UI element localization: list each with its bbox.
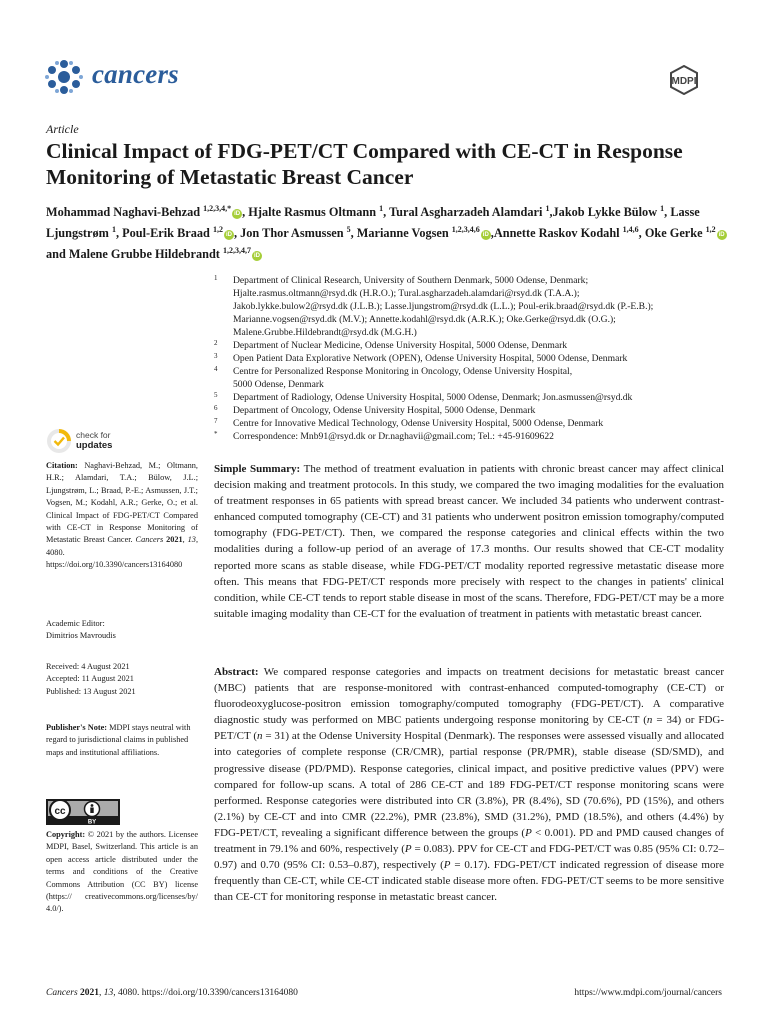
affiliation-item	[214, 274, 724, 339]
orcid-icon[interactable]: iD	[234, 211, 241, 218]
published-date: Published: 13 August 2021	[46, 686, 136, 696]
author-name: Jakob Lykke Bülow	[552, 205, 658, 220]
simple-summary	[214, 461, 724, 622]
affiliation-line: Department of Radiology, Odense University Hospital, 5000 Odense, Denmark; Jon.asmussen@rsyd.dk	[233, 392, 633, 403]
author-name: Tural Asgharzadeh Alamdari	[389, 205, 543, 220]
journal-name: cancers	[92, 59, 179, 89]
article-type: Article	[46, 122, 79, 136]
citation-label: Citation:	[46, 461, 78, 470]
affiliation-line: Hjalte.rasmus.oltmann@rsyd.dk (H.R.O.); Tural.asgharzadeh.alamdari@rsyd.dk (T.A.A.);	[233, 288, 580, 299]
author-name: Mohammad Naghavi-Behzad	[46, 205, 201, 220]
author-affiliation-sup: 1,2	[212, 225, 223, 235]
orcid-icon[interactable]: iD	[253, 253, 260, 260]
affiliation-line: Department of Oncology, Odense University Hospital, 5000 Odense, Denmark	[233, 405, 536, 416]
affiliation-number: 7	[214, 417, 218, 425]
abstract-text-2: = 34) or FDG-PET/CT (	[214, 714, 724, 743]
author-name: Lasse Ljungstrøm	[46, 205, 700, 241]
citation-doi[interactable]: , 4080. https://doi.org/10.3390/cancers13164080	[46, 535, 199, 570]
mdpi-logo-icon	[670, 65, 724, 95]
svg-text:BY: BY	[87, 819, 97, 825]
affiliation-item	[214, 417, 724, 430]
author-affiliation-sup: 1	[660, 204, 665, 213]
author-affiliation-sup: 5	[346, 225, 351, 235]
author-list	[46, 200, 736, 263]
author-name: Hjalte Rasmus Oltmann	[248, 205, 377, 220]
abstract-n-1: n	[646, 714, 653, 727]
affiliation-item	[214, 404, 724, 417]
abstract-text-6: = 0.17). FDG-PET/CT indicated regression of disease more frequently than CE-CT, while CE-CT indicated stable disease more often. FDG-PET/CT seems to be more sensitive than CE-CT for monitoring response in metastatic breast cancer.	[214, 859, 724, 904]
abstract-text-4: < 0.001). PD and PMD caused changes of treatment in 79.1% and 60%, respectively (	[214, 826, 725, 856]
affiliation-number: 3	[214, 352, 218, 360]
received-date: Received: 4 August 2021	[46, 662, 130, 671]
citation-block: Citation: Naghavi-Behzad, M.; Oltmann, H.R.; Alamdari, T.A.; Bülow, J.L.; Ljungstrøm, L.; Braad, P.-E.; Asmussen, J.T.; Vogsen, M.; Kodahl, A.R.; Gerke, O.; et al. Clinical Impact of FDG-PET/CT Compared with CE-CT in Response Monitoring of Metastatic Breast Cancer. Cancers 2021, 13, 4080. https://doi.org/10.3390/cancers13164080	[46, 461, 199, 570]
author-separator: ,	[383, 205, 390, 220]
article-dates	[46, 661, 198, 698]
check-updates-line1: check for	[76, 430, 111, 440]
affiliation-line: Centre for Innovative Medical Technology, Odense University Hospital, 5000 Odense, Denmark	[233, 418, 604, 429]
abstract-p-2: P	[404, 843, 412, 856]
affiliations	[214, 274, 724, 443]
author-affiliation-sup: 1,2,3,4,6	[451, 225, 480, 235]
affiliation-item	[214, 391, 724, 404]
check-for-updates-badge[interactable]	[46, 428, 156, 458]
publisher-name: MDPI	[671, 76, 697, 87]
affiliation-number: 6	[214, 404, 218, 412]
editor-label: Academic Editor:	[46, 619, 105, 628]
author-affiliation-sup: 1,2,3,4,*	[203, 204, 232, 213]
affiliation-number: *	[214, 430, 218, 438]
accepted-date: Accepted: 11 August 2021	[46, 674, 134, 684]
author-affiliation-sup: 1	[111, 225, 116, 235]
footer-volume: 13	[103, 988, 114, 998]
affiliation-item	[214, 352, 724, 365]
publishers-note	[46, 722, 198, 759]
note-label: Publisher's Note:	[46, 723, 108, 732]
author-affiliation-sup: 1,2,3,4,7	[222, 246, 251, 256]
abstract	[214, 664, 724, 905]
academic-editor	[46, 618, 198, 643]
editor-name: Dimitrios Mavroudis	[46, 631, 116, 641]
author-name: Annette Raskov Kodahl	[493, 226, 620, 241]
simple-summary-text: The method of treatment evaluation in patients with chronic breast cancer may affect clinical decision making and treatment protocols. In this study, we compared the two imaging modalities for the evaluation of treatment responses in 65 patients with spread breast cancer. We included 34 patients who underwent contrast-enhanced computed tomography (CE-CT) and 31 patients who underwent positron emission tomography/computed tomography (FDG-PET/CT). Then, we compared the response categories and clinical effects within the two modalities during a follow-up period of an average of 17.3 months. Our results showed that CE-CT modality reported more scans as stable disease, while FDG-PET/CT modality reported regressive metastatic disease more often. This means that FDG-PET/CT responds more precisely with respect to the changes in patients' clinical condition, while CE-CT tends to report stable disease in most of the scans. Therefore, FDG-PET/CT may be a more suitable imaging modality than CE-CT for the evaluation of treatment in patients with metastatic breast cancer.	[214, 463, 724, 620]
affiliation-item	[214, 430, 724, 443]
affiliation-line: Malene.Grubbe.Hildebrandt@rsyd.dk (M.G.H.)	[233, 327, 417, 338]
orcid-icon[interactable]: iD	[482, 232, 489, 239]
author-separator: ,	[115, 226, 123, 241]
affiliation-number: 1	[214, 274, 218, 282]
author-separator: ,	[490, 226, 494, 241]
footer-doi-link[interactable]: , 4080. https://doi.org/10.3390/cancers13164080	[113, 988, 298, 998]
author-separator: ,	[350, 226, 357, 241]
note-text: MDPI stays neutral with regard to jurisdictional claims in published maps and institutional affiliations.	[46, 723, 191, 757]
check-updates-icon	[46, 428, 72, 454]
affiliation-item	[214, 365, 724, 391]
copyright-block	[46, 829, 198, 916]
affiliation-number: 5	[214, 391, 218, 399]
abstract-text-3: = 31) at the Odense University Hospital (Denmark). The responses were assessed visually and allocated into categories of complete response (CR/CMR), partial response (PR/PMR), stable disease (SD/SMD), and progressive disease (PD/PMD). Response categories, clinical impact, and positive predictive values (PPV) were compared for follow-up scans. A total of 286 CE-CT and 189 FDG-PET/CT response monitoring scans were performed. Response categories were distributed into CR (3.8%), PR (8.4%), SD (70.6%), PD (15%), and others (2.1%) by CE-CT and into CMR (22.2%), PMR (23.8%), SMD (31.2%), PMD (18.5%), and others (4.4%) by FDG-PET/CT, revealing a significant difference between the groups (	[214, 730, 724, 839]
citation-year: 2021	[166, 535, 183, 545]
footer-journal-url[interactable]: https://www.mdpi.com/journal/cancers	[574, 988, 722, 998]
copyright-label: Copyright:	[46, 830, 86, 839]
citation-volume: 13	[187, 535, 196, 545]
journal-logo-icon	[44, 58, 84, 96]
cc-by-license-icon[interactable]	[46, 799, 120, 825]
author-name: Poul-Erik Braad	[122, 226, 210, 241]
check-updates-line2: updates	[76, 440, 113, 451]
orcid-icon[interactable]: iD	[718, 232, 725, 239]
author-affiliation-sup: 1,4,6	[622, 225, 639, 235]
orcid-icon[interactable]: iD	[225, 232, 232, 239]
author-affiliation-sup: 1,2	[705, 225, 716, 235]
affiliation-line: Correspondence: Mnb91@rsyd.dk or Dr.naghavii@gmail.com; Tel.: +45-91609622	[233, 431, 554, 442]
svg-text:cc: cc	[54, 806, 66, 817]
affiliation-line: Department of Nuclear Medicine, Odense University Hospital, 5000 Odense, Denmark	[233, 340, 568, 351]
author-separator: ,	[242, 205, 249, 220]
author-name: Marianne Vogsen	[356, 226, 449, 241]
affiliation-line: Jakob.lykke.bulow2@rsyd.dk (J.L.B.); Lasse.ljungstrom@rsyd.dk (L.L.); Poul-erik.braad@rsyd.dk (P.-E.B.);	[233, 301, 654, 312]
author-separator: ,	[233, 226, 241, 241]
affiliation-line: Open Patient Data Explorative Network (OPEN), Odense University Hospital, 5000 Odense, Denmark	[233, 353, 628, 364]
affiliation-line: Department of Clinical Research, University of Southern Denmark, 5000 Odense, Denmark;	[233, 275, 589, 286]
footer-journal: Cancers	[46, 988, 78, 998]
author-affiliation-sup: 1	[545, 204, 550, 213]
citation-journal: Cancers	[135, 535, 164, 545]
author-affiliation-sup: 1	[379, 204, 384, 213]
simple-summary-label: Simple Summary:	[214, 463, 301, 475]
author-separator: ,	[638, 226, 645, 241]
affiliation-line: Marianne.vogsen@rsyd.dk (M.V.); Annette.kodahl@rsyd.dk (A.R.K.); Oke.Gerke@rsyd.dk (O.G.);	[233, 314, 616, 325]
affiliation-line: 5000 Odense, Denmark	[233, 379, 324, 390]
affiliation-number: 2	[214, 339, 218, 347]
abstract-p-3: P	[443, 859, 451, 872]
author-name: Jon Thor Asmussen	[240, 226, 344, 241]
affiliation-number: 4	[214, 365, 218, 373]
affiliation-item	[214, 339, 724, 352]
footer-year: 2021	[80, 988, 100, 998]
author-name: Oke Gerke	[644, 226, 703, 241]
footer-citation: Cancers 2021, 13, 4080. https://doi.org/10.3390/cancers13164080	[46, 988, 298, 998]
citation-text: Naghavi-Behzad, M.; Oltmann, H.R.; Alamdari, T.A.; Bülow, J.L.; Ljungstrøm, L.; Braad, P.-E.; Asmussen, J.T.; Vogsen, M.; Kodahl, A.R.; Gerke, O.; et al. Clinical Impact of FDG-PET/CT Compared with CE-CT in Response Monitoring of Metastatic Breast Cancer.	[46, 461, 198, 545]
author-separator: ,	[549, 205, 553, 220]
affiliation-line: Centre for Personalized Response Monitoring in Oncology, Odense University Hospital,	[233, 366, 573, 377]
abstract-p-1: P	[525, 826, 532, 839]
author-separator: and	[46, 247, 69, 262]
abstract-text-1: We compared response categories and impacts on treatment decisions for metastatic breast cancer (MBC) patients that are response-monitored with contrast-enhanced computed-tomography (CE-CT) or fluorodeoxyglucose-positron emission tomography/computed tomography (FDG-PET/CT). A comparative diagnostic study was performed on MBC patients undergoing response monitoring by CE-CT (	[214, 666, 724, 727]
article-title: Clinical Impact of FDG-PET/CT Compared with CE-CT in Response Monitoring of Metastatic Breast Cancer	[46, 139, 683, 189]
author-separator: ,	[664, 205, 671, 220]
abstract-n-2: n	[257, 730, 263, 743]
abstract-label: Abstract:	[214, 666, 259, 678]
copyright-text: © 2021 by the authors. Licensee MDPI, Basel, Switzerland. This article is an open access article distributed under the terms and conditions of the Creative Commons Attribution (CC BY) license (https:// creativecommons.org/licenses/by/ 4.0/).	[46, 830, 199, 914]
abstract-text-5: = 0.083). PPV for CE-CT and FDG-PET/CT was 0.85 (95% CI: 0.72–0.97) and 0.70 (95% CI: 0.53–0.87), respectively (	[214, 843, 724, 872]
author-name: Malene Grubbe Hildebrandt	[68, 247, 220, 262]
